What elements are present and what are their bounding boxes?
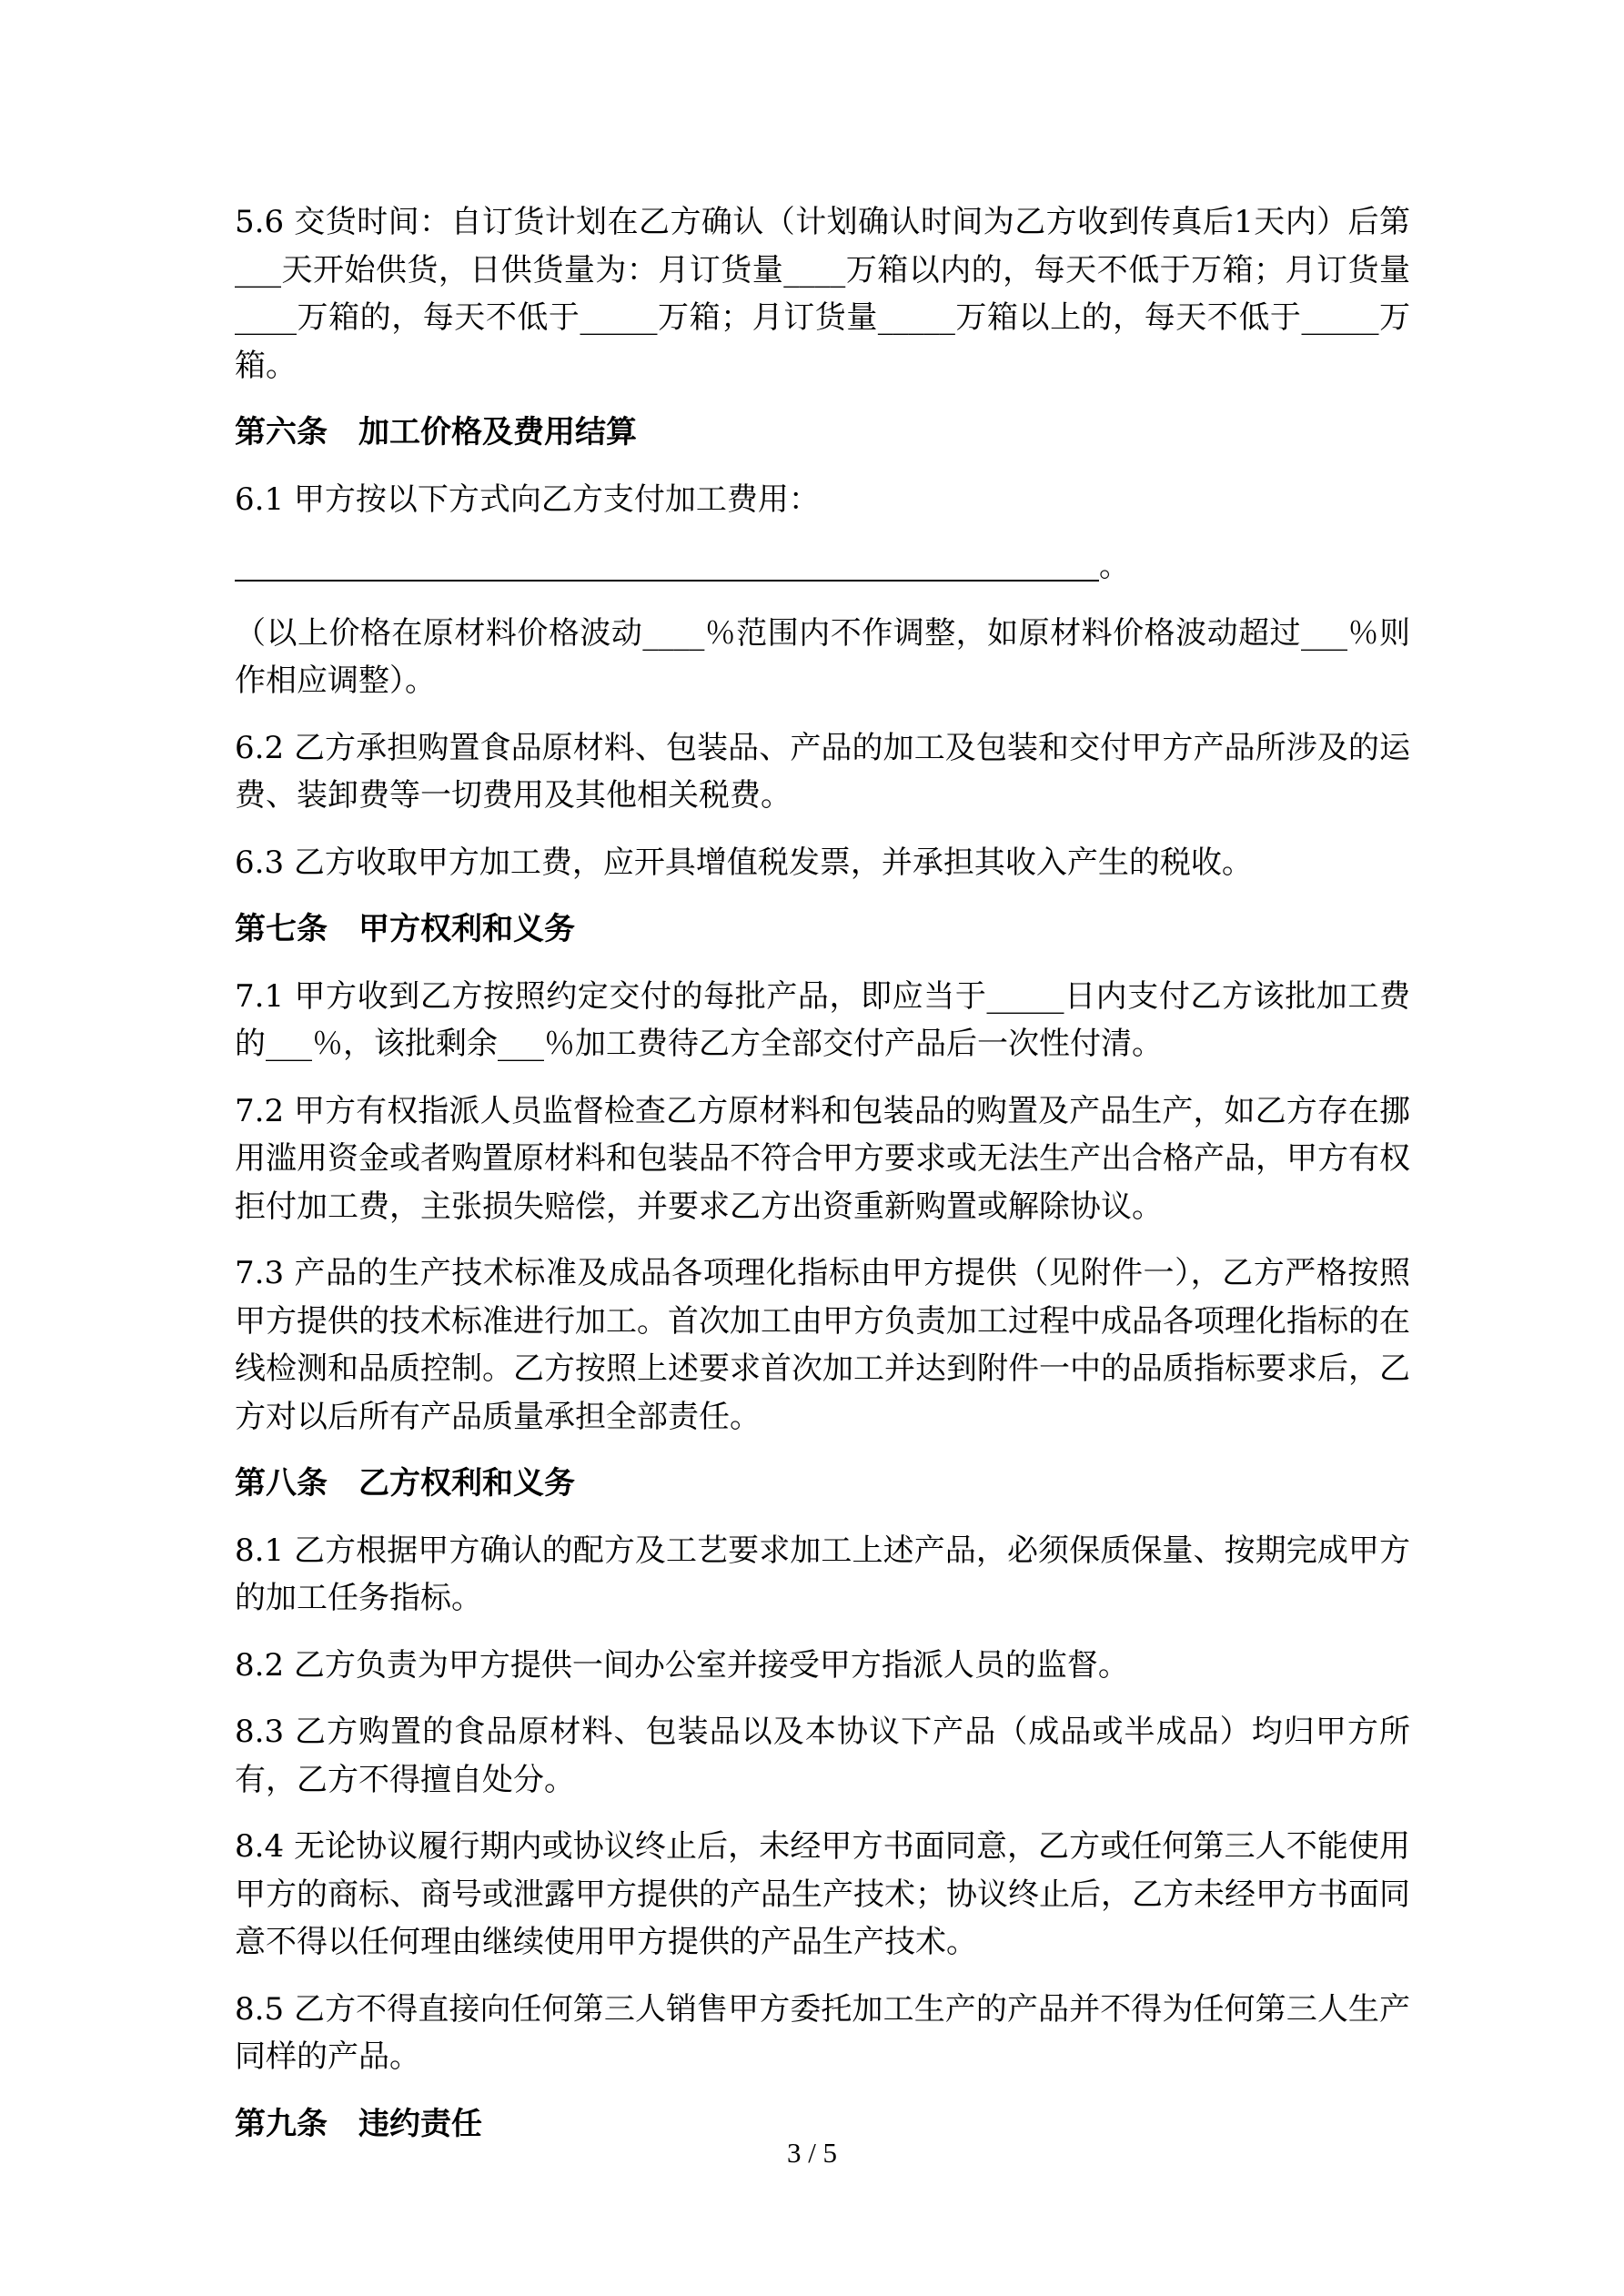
- clause-8-5: 8.5 乙方不得直接向任何第三人销售甲方委托加工生产的产品并不得为任何第三人生产同样的产品。: [235, 1990, 1410, 2075]
- clause-8-1: 8.1 乙方根据甲方确认的配方及工艺要求加工上述产品，必须保质保量、按期完成甲方的加工任务指标。: [235, 1532, 1410, 1616]
- clause-6-1-note: （以上价格在原材料价格波动____％范围内不作调整，如原材料价格波动超过___％则作相应调整）。: [235, 614, 1410, 699]
- blank-line-period: 。: [1099, 548, 1130, 584]
- clause-6-1: 6.1 甲方按以下方式向乙方支付加工费用：: [235, 480, 820, 518]
- clause-6-3: 6.3 乙方收取甲方加工费，应开具增值税发票，并承担其收入产生的税收。: [235, 844, 1253, 881]
- clause-8-4: 8.4 无论协议履行期内或协议终止后，未经甲方书面同意，乙方或任何第三人不能使用甲方的商标、商号或泄露甲方提供的产品生产技术；协议终止后，乙方未经甲方书面同意不得以任何理由继续使用甲方提供的产品生产技术。: [235, 1828, 1410, 1960]
- payment-method-blank-line: [235, 542, 1410, 591]
- clause-7-3: 7.3 产品的生产技术标准及成品各项理化指标由甲方提供（见附件一），乙方严格按照甲方提供的技术标准进行加工。首次加工由甲方负责加工过程中成品各项理化指标的在线检测和品质控制。乙方按照上述要求首次加工并达到附件一中的品质指标要求后，乙方对以后所有产品质量承担全部责任。: [235, 1255, 1410, 1435]
- clause-8-2: 8.2 乙方负责为甲方提供一间办公室并接受甲方指派人员的监督。: [235, 1646, 1129, 1684]
- article-6-heading: 第六条 加工价格及费用结算: [235, 414, 637, 450]
- clause-7-2: 7.2 甲方有权指派人员监督检查乙方原材料和包装品的购置及产品生产，如乙方存在挪用滥用资金或者购置原材料和包装品不符合甲方要求或无法生产出合格产品，甲方有权拒付加工费，主张损失赔偿，并要求乙方出资重新购置或解除协议。: [235, 1092, 1410, 1225]
- article-8-heading: 第八条 乙方权利和义务: [235, 1465, 575, 1502]
- clause-7-1: 7.1 甲方收到乙方按照约定交付的每批产品，即应当于_____日内支付乙方该批加工费的___％，该批剩余___％加工费待乙方全部交付产品后一次性付清。: [235, 977, 1410, 1062]
- fill-in-line: [235, 543, 1099, 582]
- page-number: 3 / 5: [786, 2137, 838, 2169]
- clause-8-3: 8.3 乙方购置的食品原材料、包装品以及本协议下产品（成品或半成品）均归甲方所有，乙方不得擅自处分。: [235, 1714, 1410, 1798]
- article-9-heading: 第九条 违约责任: [235, 2105, 482, 2142]
- clause-5-6: 5.6 交货时间：自订货计划在乙方确认（计划确认时间为乙方收到传真后1天内）后第___天开始供货，日供货量为：月订货量____万箱以内的，每天不低于万箱；月订货量____万箱的，每天不低于_____万箱；月订货量_____万箱以上的，每天不低于_____万箱。: [235, 204, 1410, 384]
- document-body: [235, 198, 1410, 2167]
- clause-6-2: 6.2 乙方承担购置食品原材料、包装品、产品的加工及包装和交付甲方产品所涉及的运费、装卸费等一切费用及其他相关税费。: [235, 729, 1410, 814]
- article-7-heading: 第七条 甲方权利和义务: [235, 911, 575, 947]
